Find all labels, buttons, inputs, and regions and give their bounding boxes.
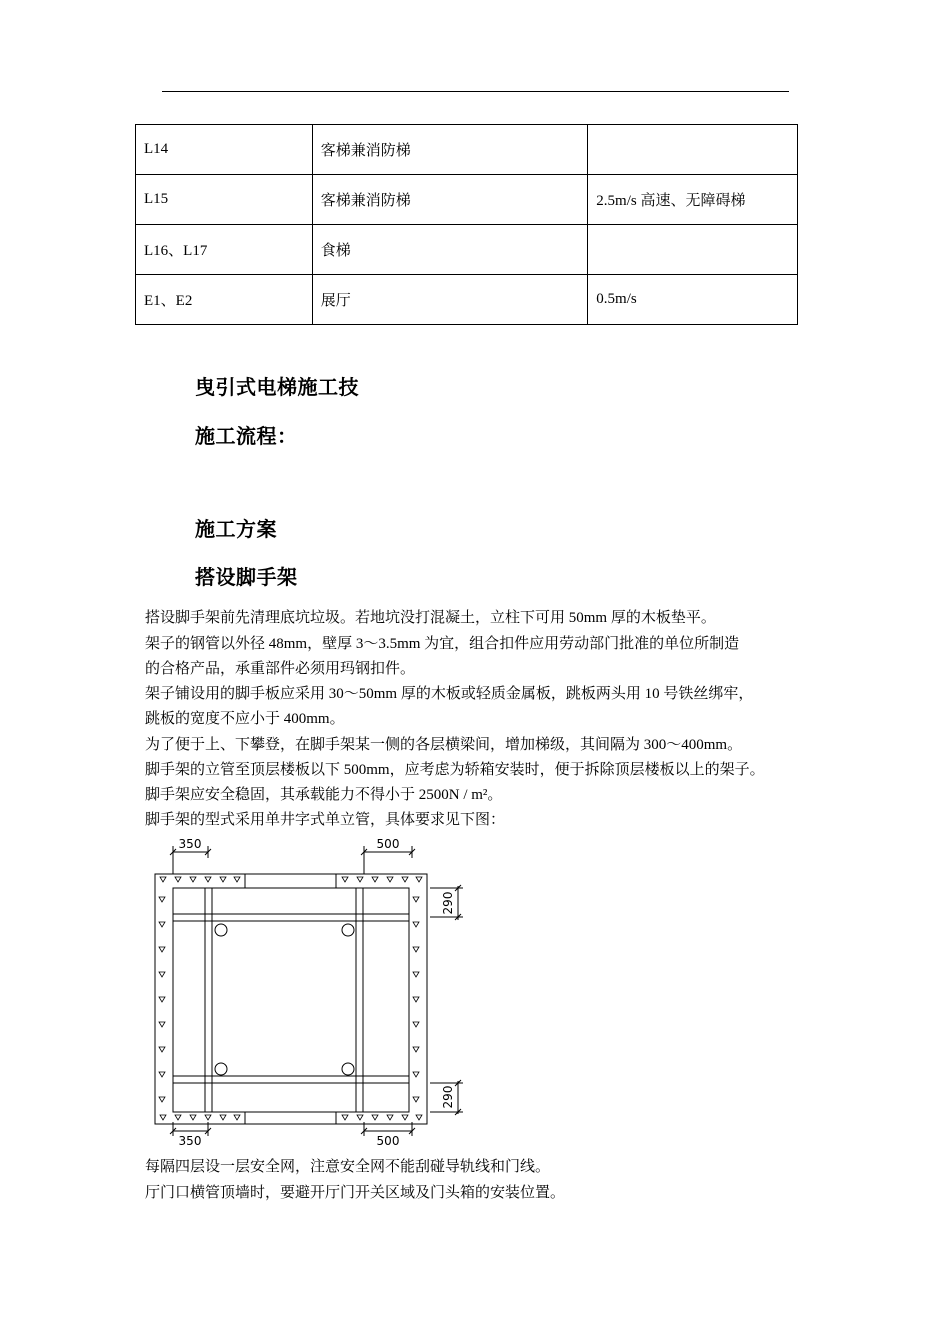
paragraph: 的合格产品，承重部件必须用玛钢扣件。 [145,661,416,677]
table-cell: 食梯 [312,225,588,275]
dim-label: 350 [178,1134,202,1148]
paragraph: 架子铺设用的脚手板应采用 30～50mm 厚的木板或轻质金属板，跳板两头用 10 号铁丝绑牢， [145,686,754,702]
dim-label: 290 [441,891,455,915]
paragraph: 为了便于上、下攀登，在脚手架某一侧的各层横梁间，增加梯级，其间隔为 300～400mm。 [145,737,743,753]
table-cell: L14 [136,125,313,175]
table-row [136,175,798,225]
dim-label: 350 [178,837,202,851]
section-heading: 施工流程： [195,426,298,448]
elevator-spec-table [135,124,798,325]
section-heading: 曳引式电梯施工技 [195,377,359,399]
table-row [136,225,798,275]
paragraph: 脚手架的型式采用单井字式单立管，具体要求见下图： [145,812,506,828]
table-cell: 客梯兼消防梯 [312,175,588,225]
paragraph: 每隔四层设一层安全网，注意安全网不能刮碰导轨线和门线。 [145,1159,551,1175]
dim-label: 500 [376,1134,400,1148]
table-cell: L16、L17 [136,225,313,275]
dim-label: 290 [441,1085,455,1109]
table-cell: 2.5m/s 高速、无障碍梯 [588,175,798,225]
dimension-lines [170,846,463,1136]
paragraph: 厅门口横管顶墙时，要避开厅门开关区域及门头箱的安装位置。 [145,1185,566,1201]
table-cell [588,125,798,175]
paragraph: 架子的钢管以外径 48mm，壁厚 3～3.5mm 为宜，组合扣件应用劳动部门批准的单位所制造 [145,636,740,652]
dim-label: 500 [376,837,400,851]
table-cell: L15 [136,175,313,225]
header-rule [162,91,789,92]
paragraph: 搭设脚手架前先清理底坑垃圾。若地坑没打混凝土，立柱下可用 50mm 厚的木板垫平。 [145,610,716,626]
shaft-walls [155,874,427,1124]
table-cell: 客梯兼消防梯 [312,125,588,175]
paragraph: 脚手架的立管至顶层楼板以下 500mm，应考虑为轿箱安装时，便于拆除顶层楼板以上的架子。 [145,762,765,778]
section-heading: 施工方案 [195,519,277,541]
table-cell: E1、E2 [136,275,313,325]
wall-hatch [159,877,422,1120]
table-cell: 0.5m/s [588,275,798,325]
paragraph: 跳板的宽度不应小于 400mm。 [145,711,345,727]
scaffold-plan-diagram [150,832,470,1150]
table-row [136,125,798,175]
table-row [136,275,798,325]
scaffold-tubes [173,888,409,1112]
section-heading: 搭设脚手架 [195,567,298,589]
table-cell [588,225,798,275]
paragraph: 脚手架应安全稳固，其承载能力不得小于 2500N / m²。 [145,787,503,803]
table-cell: 展厅 [312,275,588,325]
